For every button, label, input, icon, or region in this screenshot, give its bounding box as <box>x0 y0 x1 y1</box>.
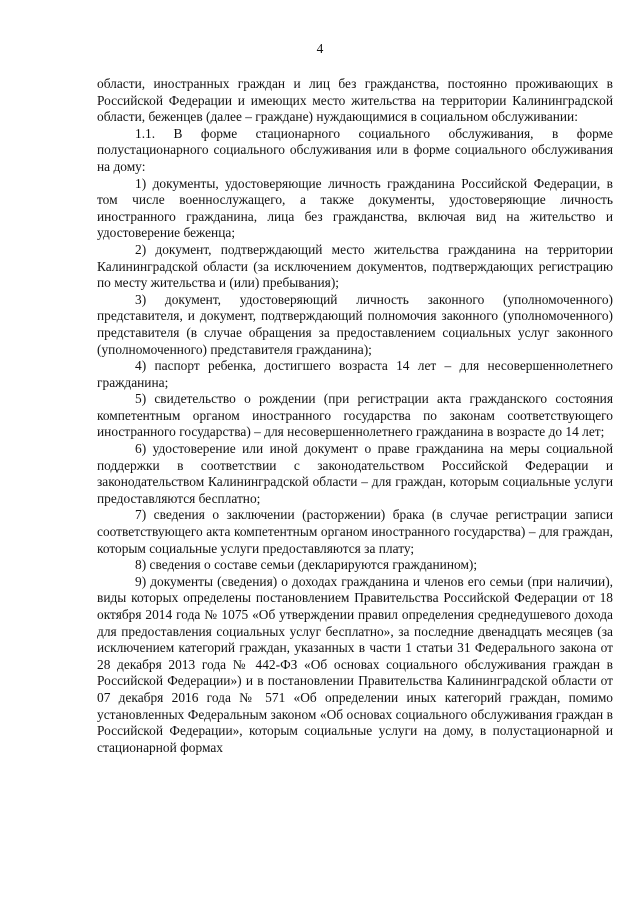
list-item-1: 1) документы, удостоверяющие личность гражданина Российской Федерации, в том числе военнослужащего, а также документы, удостоверяющие личность иностранного гражданина, лица без гражданства, включая вид на жительство и удостоверение беженца; <box>97 175 613 241</box>
list-item-4: 4) паспорт ребенка, достигшего возраста 14 лет – для несовершеннолетнего гражданина; <box>97 358 613 390</box>
list-item-2: 2) документ, подтверждающий место жительства гражданина на территории Калининградской области (за исключением документов, подтверждающих регистрацию по месту жительства и (или) пребывания); <box>97 241 613 291</box>
list-item-6: 6) удостоверение или иной документ о праве гражданина на меры социальной поддержки в соответствии с законодательством Российской Федерации и законодательством Калининградской области – для граждан, которым социальные услуги предоставляются бесплатно; <box>97 441 613 506</box>
list-item-5: 5) свидетельство о рождении (при регистрации акта гражданского состояния компетентным органом иностранного государства по законам соответствующего иностранного государства) – для несовершеннолетнего гражданина в возрасте до 14 лет; <box>97 391 613 440</box>
page-number: 4 <box>316 41 324 56</box>
list-item-7: 7) сведения о заключении (расторжении) брака (в случае регистрации записи соответствующего акта компетентным органом иностранного государства) – для граждан, которым социальные услуги предоставляются за плату; <box>97 507 613 556</box>
document-body <box>97 76 613 756</box>
list-item-3: 3) документ, удостоверяющий личность законного (уполномоченного) представителя, и документ, подтверждающий полномочия законного (уполномоченного) представителя (в случае обращения за предоставлением социальных услуг законного (уполномоченного) представителя гражданина); <box>97 291 613 357</box>
list-item-9: 9) документы (сведения) о доходах гражданина и членов его семьи (при наличии), виды которых определены постановлением Правительства Российской Федерации от 18 октября 2014 года № 1075 «Об утверждении правил определения среднедушевого дохода для предоставления социальных услуг бесплатно», за последние двенадцать месяцев (за исключением категорий граждан, указанных в части 1 статьи 31 Федерального закона от 28 декабря 2013 года № 442-ФЗ «Об основах социального обслуживания граждан в Российской Федерации») и в постановлении Правительства Калининградской области от 07 декабря 2016 года № 571 «Об определении иных категорий граждан, помимо установленных Федеральным законом «Об основах социального обслуживания граждан в Российской Федерации», которым социальные услуги на дому, в полустационарной и стационарной формах <box>97 573 613 755</box>
list-item-8: 8) сведения о составе семьи (декларируются гражданином); <box>135 557 478 573</box>
paragraph-clause-1-1: 1.1. В форме стационарного социального обслуживания, в форме полустационарного социального обслуживания или в форме социального обслуживания на дому: <box>97 125 613 174</box>
paragraph-intro: области, иностранных граждан и лиц без гражданства, постоянно проживающих в Российской Федерации и имеющих место жительства на территории Калининградской области, беженцев (далее – граждане) нуждающимися в социальном обслуживании: <box>97 76 613 125</box>
